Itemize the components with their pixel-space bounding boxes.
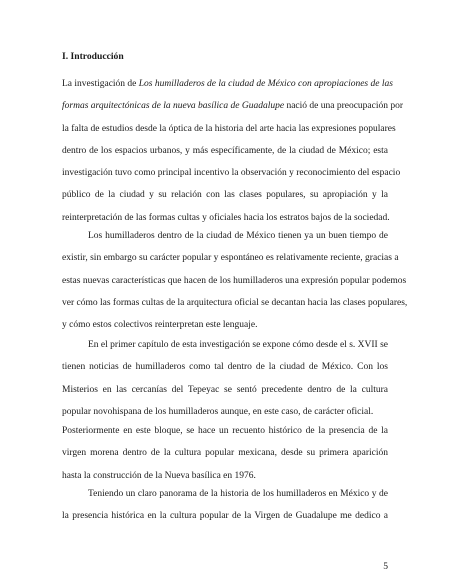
- page-number: 5: [383, 562, 388, 572]
- text-line: Posteriormente en este bloque, se hace un recuento histórico de la presencia de la: [62, 426, 388, 436]
- text-line: existir, sin embargo su carácter popular y espontáneo es relativamente reciente, gracias a: [62, 253, 399, 264]
- text-line: y cómo estos colectivos reinterpretan este lenguaje.: [62, 320, 258, 331]
- text-line: Teniendo un claro panorama de la historia de los humilladeros en México y de: [88, 489, 388, 499]
- paragraph-3: [62, 334, 388, 423]
- paragraph-4: [62, 420, 388, 487]
- text-line: la presencia histórica en la cultura popular de la Virgen de Guadalupe me dedico a: [62, 511, 388, 522]
- text-line: público de la ciudad y su relación con las clases populares, su apropiación y la: [62, 190, 388, 201]
- text-line: hasta la construcción de la Nueva basílica en 1976.: [62, 470, 256, 481]
- text-line: la falta de estudios desde la óptica de la historia del arte hacia las expresiones populares: [62, 123, 396, 134]
- text-line: popular novohispana de los humilladeros aunque, en este caso, de carácter oficial.: [62, 406, 374, 417]
- text-line: reinterpretación de las formas cultas y oficiales hacia los estratos bajos de la sociedad.: [62, 212, 390, 223]
- text-line: investigación tuvo como principal incentivo la observación y reconocimiento del espacio: [62, 168, 401, 179]
- text-line: La investigación de Los humilladeros de la ciudad de México con apropiaciones de las: [62, 79, 393, 89]
- text-line: virgen morena dentro de la cultura popular mexicana, desde su primera aparición: [62, 448, 388, 459]
- paragraph-1: [62, 73, 404, 229]
- text-line: Los humilladeros dentro de la ciudad de México tienen ya un buen tiempo de: [88, 231, 388, 241]
- text-line: En el primer capítulo de esta investigación se expone cómo desde el s. XVII se: [88, 340, 388, 350]
- paragraph-2: [62, 225, 408, 336]
- book-title-italic: formas arquitectónicas de la nueva basílica de Guadalupe: [62, 101, 285, 112]
- text-line: estas nuevas características que hacen de los humilladeros una expresión popular podemos: [62, 275, 407, 286]
- book-title-italic: Los humilladeros de la ciudad de México con apropiaciones de las: [138, 79, 393, 89]
- text-line: ver cómo las formas cultas de la arquitectura oficial se decantan hacia las clases populares,: [62, 297, 408, 308]
- text-line: Misterios en las cercanías del Tepeyac se sentó precedente dentro de la cultura: [62, 384, 388, 395]
- section-heading: I. Introducción: [62, 51, 124, 62]
- text-line: dentro de los espacios urbanos, y más específicamente, de la ciudad de México; esta: [62, 145, 388, 156]
- text-line: tienen noticias de humilladeros como tal dentro de la ciudad de México. Con los: [62, 362, 388, 373]
- paragraph-5: [62, 483, 388, 528]
- text-line: formas arquitectónicas de la nueva basílica de Guadalupe nació de una preocupación por: [62, 101, 404, 112]
